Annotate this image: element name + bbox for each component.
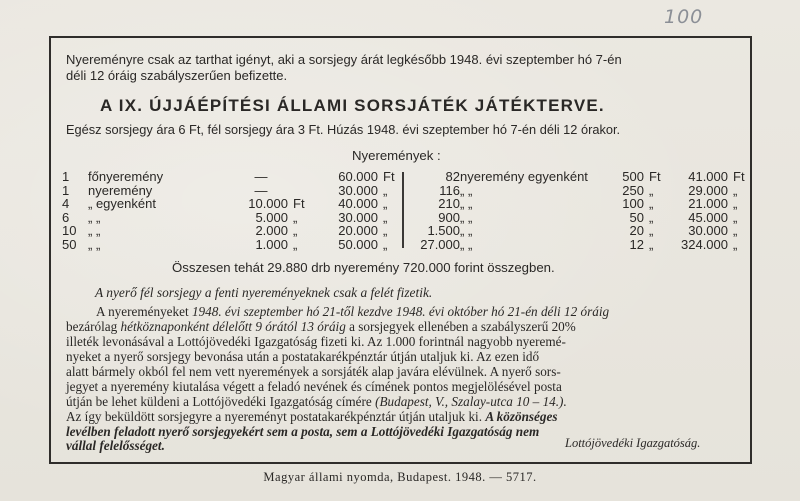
right-prize-label: „ „ bbox=[460, 236, 473, 252]
right-prize-label: „ „ bbox=[460, 182, 473, 198]
right-prize-row bbox=[410, 211, 748, 225]
left-prize-label: „ „ bbox=[88, 223, 101, 238]
left-prize-count: 50 bbox=[62, 236, 77, 252]
right-prize-each: 500 bbox=[622, 169, 644, 184]
right-prize-label: „ „ bbox=[460, 223, 473, 238]
left-prize-total: 20.000 bbox=[338, 223, 378, 238]
left-prize-unit: „ bbox=[383, 223, 388, 238]
body-line-9: levélben feladott nyerő sorsjegyekért sem a posta, sem a Lottójövedéki Igazgatóság nem bbox=[66, 424, 540, 439]
left-prize-unit: Ft bbox=[383, 169, 395, 184]
right-prize-unit: „ bbox=[733, 196, 738, 211]
body-line-4: nyeket a nyerő sorsjegy bevonása után a postatakarékpénztár útján utaljuk ki. Az ezen idő bbox=[66, 349, 540, 364]
right-prize-each: 50 bbox=[629, 209, 644, 225]
right-prize-count: 1.500 bbox=[427, 223, 460, 238]
right-prize-cur: „ bbox=[649, 209, 654, 225]
left-prize-row bbox=[62, 211, 398, 225]
price-line: Egész sorsjegy ára 6 Ft, fél sorsjegy ára 3 Ft. Húzás 1948. évi szeptember hó 7-én déli 12 órakor. bbox=[66, 122, 621, 137]
right-prize-label: nyeremény egyenként bbox=[460, 169, 588, 184]
left-prize-label: főnyeremény bbox=[88, 169, 164, 184]
right-prize-count: 116 bbox=[439, 182, 460, 198]
notice-line-1: Nyereményre csak az tarthat igényt, aki a sorsjegy árát legkésőbb 1948. évi szeptember hó 7-én bbox=[66, 52, 622, 67]
right-prize-count: 210 bbox=[438, 196, 460, 211]
right-prize-each: 12 bbox=[629, 236, 644, 252]
left-prize-cur: „ bbox=[293, 236, 298, 252]
right-prize-count: 900 bbox=[438, 209, 460, 225]
left-prize-each: 10.000 bbox=[248, 196, 288, 211]
left-prize-total: 30.000 bbox=[338, 182, 378, 198]
prizes-right-table bbox=[410, 170, 748, 251]
left-prize-row bbox=[62, 224, 398, 238]
left-prize-row bbox=[62, 184, 398, 198]
left-prize-count: 4 bbox=[62, 196, 70, 211]
right-prize-each: 100 bbox=[622, 196, 644, 211]
left-prize-count: 1 bbox=[62, 182, 70, 198]
document-title: A IX. ÚJJÁÉPÍTÉSI ÁLLAMI SORSJÁTÉK JÁTÉKTERVE. bbox=[100, 96, 605, 115]
right-prize-row bbox=[410, 170, 748, 184]
body-line-3: illeték levonásával a Lottójövedéki Igazgatóság fizeti ki. Az 1.000 forintnál nagyobb nyeremé- bbox=[66, 334, 566, 349]
right-prize-unit: „ bbox=[733, 209, 738, 225]
right-prize-cur: „ bbox=[649, 223, 654, 238]
left-prize-cur bbox=[288, 184, 310, 198]
right-prize-row bbox=[410, 238, 748, 252]
right-prize-unit: Ft bbox=[733, 169, 745, 184]
body-line-6: jegyet a nyeremény kiutalása végett a feladó nevének és címének pontos megjelölésével posta bbox=[66, 379, 562, 394]
right-prize-row bbox=[410, 184, 748, 198]
right-prize-cur: „ bbox=[649, 236, 654, 252]
left-prize-label: „ egyenként bbox=[88, 196, 156, 211]
left-prize-each: 2.000 bbox=[255, 223, 288, 238]
left-prize-row bbox=[62, 170, 398, 184]
notice-line-2: déli 12 óráig szabályszerűen befizette. bbox=[66, 68, 288, 83]
left-prize-label: nyeremény bbox=[88, 182, 153, 198]
right-prize-each: 20 bbox=[629, 223, 644, 238]
body-line-5: alatt bármely okból fel nem vett nyeremények a sorsjáték alap javára elévülnek. A nyerő sors- bbox=[66, 364, 561, 379]
left-prize-label: „ „ bbox=[88, 209, 101, 225]
body-line-8: Az így beküldött sorsjegyre a nyereményt postatakarékpénztár útján utaljuk ki. A közönséges bbox=[66, 409, 558, 424]
right-prize-total: 21.000 bbox=[688, 196, 728, 211]
right-prize-label: „ „ bbox=[460, 209, 473, 225]
left-prize-cur: Ft bbox=[293, 196, 305, 211]
left-prize-row bbox=[62, 238, 398, 252]
right-prize-total: 45.000 bbox=[688, 209, 728, 225]
body-line-2: bezárólag hétköznaponként délelőtt 9 órától 13 óráig a sorsjegyek ellenében a szabályszerű 20% bbox=[66, 319, 576, 334]
left-prize-count: 6 bbox=[62, 209, 70, 225]
left-prize-total: 30.000 bbox=[338, 209, 378, 225]
right-prize-count: 82 bbox=[445, 169, 460, 184]
left-prize-total: 50.000 bbox=[338, 236, 378, 252]
right-prize-unit: „ bbox=[733, 236, 738, 252]
left-prize-unit: „ bbox=[383, 236, 388, 252]
right-prize-count: 27.000 bbox=[420, 236, 460, 252]
half-ticket-note: A nyerő fél sorsjegy a fenti nyereményeknek csak a felét fizetik. bbox=[95, 285, 433, 300]
left-prize-row bbox=[62, 197, 398, 211]
left-prize-each: 1.000 bbox=[255, 236, 288, 252]
right-prize-row bbox=[410, 197, 748, 211]
left-prize-each: 5.000 bbox=[255, 209, 288, 225]
left-prize-count: 1 bbox=[62, 169, 70, 184]
left-prize-total: 60.000 bbox=[338, 169, 378, 184]
left-prize-unit: „ bbox=[383, 196, 388, 211]
left-prize-total: 40.000 bbox=[338, 196, 378, 211]
left-prize-each: — bbox=[254, 182, 268, 198]
signature: Lottójövedéki Igazgatóság. bbox=[565, 436, 701, 450]
pencil-note: 100 bbox=[664, 6, 704, 28]
prizes-summary: Összesen tehát 29.880 drb nyeremény 720.000 forint összegben. bbox=[172, 260, 555, 275]
body-line-10: vállal felelősséget. bbox=[66, 438, 165, 453]
right-prize-total: 30.000 bbox=[688, 223, 728, 238]
left-prize-cur: „ bbox=[293, 223, 298, 238]
body-line-1: A nyereményeket 1948. évi szeptember hó 21-től kezdve 1948. évi október hó 21-én déli 12 óráig bbox=[96, 304, 610, 319]
right-prize-unit: „ bbox=[733, 182, 738, 198]
body-line-7: útján be lehet küldeni a Lottójövedéki Igazgatóság címére (Budapest, V., Szalay-utca 10 – 14.). bbox=[66, 394, 567, 409]
left-prize-unit: „ bbox=[383, 209, 388, 225]
prizes-heading: Nyeremények : bbox=[352, 148, 441, 163]
left-prize-cur bbox=[288, 170, 310, 184]
prizes-divider bbox=[402, 172, 404, 248]
left-prize-count: 10 bbox=[62, 223, 77, 238]
prizes-left-table bbox=[62, 170, 398, 251]
printer-line: Magyar állami nyomda, Budapest. 1948. — 5717. bbox=[263, 470, 537, 484]
right-prize-total: 29.000 bbox=[688, 182, 728, 198]
right-prize-unit: „ bbox=[733, 223, 738, 238]
left-prize-cur: „ bbox=[293, 209, 298, 225]
right-prize-cur: „ bbox=[649, 196, 654, 211]
right-prize-row bbox=[410, 224, 748, 238]
right-prize-cur: Ft bbox=[649, 169, 661, 184]
left-prize-unit: „ bbox=[383, 182, 388, 198]
right-prize-cur: „ bbox=[649, 182, 654, 198]
right-prize-total: 41.000 bbox=[688, 169, 728, 184]
right-prize-each: 250 bbox=[622, 182, 644, 198]
left-prize-each: — bbox=[254, 169, 268, 184]
left-prize-label: „ „ bbox=[88, 236, 101, 252]
right-prize-total: 324.000 bbox=[681, 236, 728, 252]
right-prize-label: „ „ bbox=[460, 196, 473, 211]
